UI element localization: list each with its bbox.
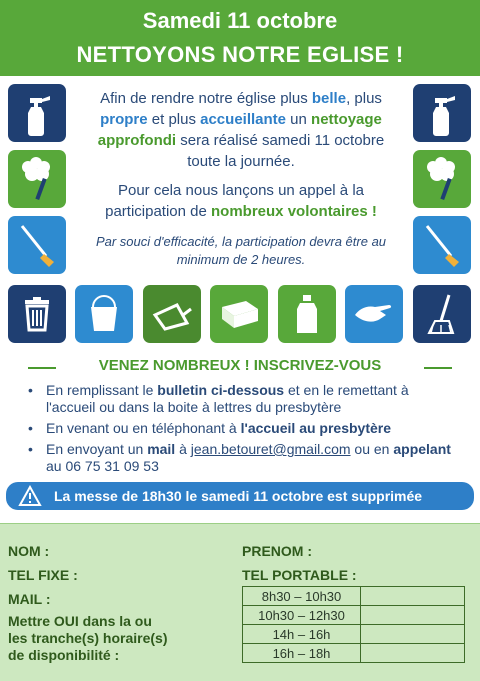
list-text: à xyxy=(175,441,191,457)
call-paragraph xyxy=(86,180,396,222)
detergent-bottle-icon xyxy=(278,285,336,343)
list-text: au 06 75 31 09 53 xyxy=(46,458,159,474)
table-row xyxy=(243,606,465,625)
sponge-icon xyxy=(210,285,268,343)
list-highlight: appelant xyxy=(393,441,451,457)
cancellation-banner xyxy=(6,482,474,510)
table-row xyxy=(243,644,465,663)
signup-options-list xyxy=(28,382,458,479)
header-title: NETTOYONS NOTRE EGLISE ! xyxy=(76,42,404,67)
intro-text: , plus xyxy=(346,90,382,107)
list-text: et en le remettant à l'accueil ou dans la boite à lettres du presbytère xyxy=(46,382,409,415)
email-link[interactable]: jean.betouret@gmail.com xyxy=(190,441,351,457)
time-slot-checkbox-cell[interactable] xyxy=(361,606,465,625)
availability-label-line1: Mettre OUI dans la ou xyxy=(8,613,152,629)
time-slot-checkbox-cell[interactable] xyxy=(361,644,465,663)
intro-highlight: nettoyage approfondi xyxy=(97,111,382,149)
header-date: Samedi 11 octobre xyxy=(142,8,338,33)
list-text: En remplissant le xyxy=(46,382,158,398)
cancellation-text: La messe de 18h30 le samedi 11 octobre est supprimée xyxy=(54,488,423,504)
spray-bottle-icon xyxy=(413,84,471,142)
intro-text: sera réalisé samedi 11 octobre toute la journée. xyxy=(176,132,385,170)
bucket-icon xyxy=(75,285,133,343)
table-row xyxy=(243,587,465,606)
efficiency-note: Par souci d'efficacité, la participation devra être au minimum de 2 heures. xyxy=(95,234,387,267)
time-slot-label: 14h – 16h xyxy=(243,625,361,644)
call-highlight: nombreux volontaires ! xyxy=(211,203,377,220)
time-slot-label: 16h – 18h xyxy=(243,644,361,663)
tel-portable-label: TEL PORTABLE : xyxy=(242,567,357,583)
gloves-icon xyxy=(345,285,403,343)
divider-right xyxy=(424,367,452,369)
time-slot-checkbox-cell[interactable] xyxy=(361,625,465,644)
warning-icon xyxy=(18,485,42,507)
time-slot-label: 8h30 – 10h30 xyxy=(243,587,361,606)
intro-text: un xyxy=(286,111,312,128)
list-text: En venant ou en téléphonant à xyxy=(46,420,241,436)
list-highlight: mail xyxy=(147,441,176,457)
dustpan-icon xyxy=(143,285,201,343)
prenom-label: PRENOM : xyxy=(242,543,312,559)
tel-fixe-label: TEL FIXE : xyxy=(8,567,78,583)
mail-label: MAIL : xyxy=(8,591,51,607)
signup-heading-text: VENEZ NOMBREUX ! INSCRIVEZ-VOUS xyxy=(98,357,382,374)
call-text: Pour cela nous lançons un appel à la participation de xyxy=(105,182,364,220)
availability-label-line3: de disponibilité : xyxy=(8,647,120,663)
feather-duster-icon xyxy=(8,150,66,208)
trash-can-icon xyxy=(8,285,66,343)
intro-highlight: belle xyxy=(311,90,347,107)
list-item xyxy=(28,441,458,475)
intro-text: Afin de rendre notre église plus xyxy=(100,90,312,107)
list-highlight: l'accueil au presbytère xyxy=(240,420,392,436)
intro-paragraph xyxy=(86,88,396,172)
nom-label: NOM : xyxy=(8,543,50,559)
header-banner xyxy=(0,0,480,76)
registration-form xyxy=(0,523,480,681)
list-item xyxy=(28,420,458,437)
intro-text: et plus xyxy=(147,111,201,128)
spray-bottle-icon xyxy=(8,84,66,142)
intro-highlight: propre xyxy=(100,111,148,128)
time-slot-label: 10h30 – 12h30 xyxy=(243,606,361,625)
broom-icon xyxy=(8,216,66,274)
list-text: En envoyant un xyxy=(46,441,148,457)
intro-highlight: accueillante xyxy=(200,111,287,128)
table-row xyxy=(243,625,465,644)
signup-heading xyxy=(0,357,480,377)
mop-icon xyxy=(413,285,471,343)
time-slot-checkbox-cell[interactable] xyxy=(361,587,465,606)
time-slots-table xyxy=(242,586,465,663)
list-item xyxy=(28,382,458,416)
feather-duster-icon xyxy=(413,150,471,208)
list-highlight: bulletin ci-dessous xyxy=(157,382,285,398)
availability-label-line2: les tranche(s) horaire(s) xyxy=(8,630,168,646)
list-text: ou en xyxy=(350,441,394,457)
broom-icon xyxy=(413,216,471,274)
